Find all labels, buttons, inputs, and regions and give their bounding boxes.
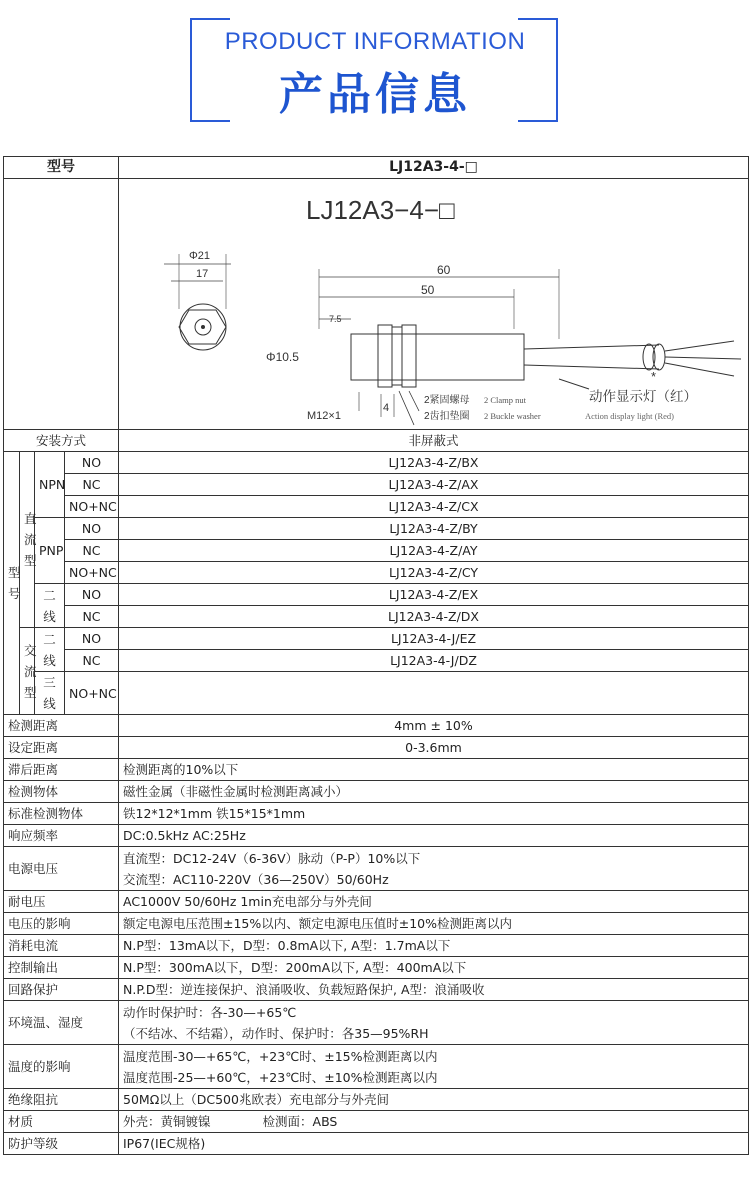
ac-three-wire-label: 三 线 xyxy=(35,672,65,715)
model-list-row xyxy=(4,606,749,628)
model-value: LJ12A3-4-□ xyxy=(119,157,749,179)
model-code: LJ12A3-4-J/EZ xyxy=(119,628,749,650)
spec-row xyxy=(4,1001,749,1045)
end-view xyxy=(164,250,231,350)
dim-d21: Φ21 xyxy=(189,250,211,262)
ac-two-wire-label: 二 线 xyxy=(35,628,65,672)
spec-value: 磁性金属（非磁性金属时检测距离减小） xyxy=(119,781,749,803)
model-code: LJ12A3-4-Z/AY xyxy=(119,540,749,562)
spec-value: N.P型：13mA以下，D型：0.8mA以下, A型：1.7mA以下 xyxy=(119,935,749,957)
model-code: LJ12A3-4-Z/AX xyxy=(119,474,749,496)
spec-value: 额定电源电压范围±15%以内、额定电源电压值时±10%检测距离以内 xyxy=(119,913,749,935)
model-code: LJ12A3-4-Z/DX xyxy=(119,606,749,628)
spec-label: 控制输出 xyxy=(4,957,119,979)
spec-label: 材质 xyxy=(4,1111,119,1133)
spec-value: N.P型：300mA以下，D型：200mA以下, A型：400mA以下 xyxy=(119,957,749,979)
model-label: 型号 xyxy=(4,157,119,179)
spec-label: 检测距离 xyxy=(4,715,119,737)
spec-row xyxy=(4,803,749,825)
star-mark: * xyxy=(651,369,657,384)
install-value: 非屏蔽式 xyxy=(119,430,749,452)
model-type: NC xyxy=(65,540,119,562)
spec-row xyxy=(4,891,749,913)
model-list-row xyxy=(4,452,749,474)
spec-row xyxy=(4,979,749,1001)
spec-label: 绝缘阻抗 xyxy=(4,1089,119,1111)
led-label-en: Action display light (Red) xyxy=(585,411,675,421)
model-code: LJ12A3-4-J/DZ xyxy=(119,650,749,672)
spec-value: 铁12*12*1mm 铁15*15*1mm xyxy=(119,803,749,825)
spec-value: 50MΩ以上（DC500兆欧表）充电部分与外壳间 xyxy=(119,1089,749,1111)
spec-row xyxy=(4,1111,749,1133)
models-side-label: 型 号 xyxy=(4,452,20,715)
npn-label: NPN xyxy=(35,452,65,518)
spec-value: 4mm ± 10% xyxy=(119,715,749,737)
dimension-drawing xyxy=(119,179,749,429)
nut-label-zh: 2紧固螺母 xyxy=(424,395,470,406)
spec-row xyxy=(4,1133,749,1155)
ac-label: 交 流 型 xyxy=(20,628,35,715)
spec-value: N.P.D型：逆连接保护、浪涌吸收、负载短路保护, A型：浪涌吸收 xyxy=(119,979,749,1001)
dc-label: 直 流 型 xyxy=(20,452,35,628)
spec-row xyxy=(4,847,749,891)
spec-label: 环境温、湿度 xyxy=(4,1001,119,1045)
spec-label: 检测物体 xyxy=(4,781,119,803)
spec-value: IP67(IEC规格) xyxy=(119,1133,749,1155)
model-row xyxy=(4,157,749,179)
washer-label-en: 2 Buckle washer xyxy=(484,411,541,421)
spec-label: 消耗电流 xyxy=(4,935,119,957)
spec-value: 动作时保护时：各-30—+65℃ （不结冰、不结霜），动作时、保护时：各35—95%RH xyxy=(119,1001,749,1045)
model-list-row xyxy=(4,474,749,496)
spec-label: 响应频率 xyxy=(4,825,119,847)
spec-value: 检测距离的10%以下 xyxy=(119,759,749,781)
model-list-row xyxy=(4,584,749,606)
spec-label: 电压的影响 xyxy=(4,913,119,935)
model-list-row xyxy=(4,562,749,584)
model-code: LJ12A3-4-Z/CY xyxy=(119,562,749,584)
dc-two-wire-label: 二 线 xyxy=(35,584,65,628)
spec-row xyxy=(4,737,749,759)
model-type: NC xyxy=(65,474,119,496)
model-list-row xyxy=(4,650,749,672)
header-en-title: PRODUCT INFORMATION xyxy=(224,28,526,55)
spec-row xyxy=(4,759,749,781)
model-type: NO+NC xyxy=(65,562,119,584)
header-zh-title: 产品信息 xyxy=(279,69,471,120)
model-type: NO xyxy=(65,628,119,650)
spec-row xyxy=(4,825,749,847)
diagram-row xyxy=(4,179,749,430)
led-label-zh: 动作显示灯（红） xyxy=(589,389,697,404)
model-code: LJ12A3-4-Z/CX xyxy=(119,496,749,518)
model-type: NO+NC xyxy=(65,672,119,715)
spec-value: AC1000V 50/60Hz 1min充电部分与外壳间 xyxy=(119,891,749,913)
model-type: NC xyxy=(65,606,119,628)
spec-value: 温度范围-30—+65℃，+23℃时、±15%检测距离以内 温度范围-25—+60℃，+23℃时、±10%检测距离以内 xyxy=(119,1045,749,1089)
spec-label: 温度的影响 xyxy=(4,1045,119,1089)
spec-value: 外壳：黄铜镀镍 检测面：ABS xyxy=(119,1111,749,1133)
model-type: NC xyxy=(65,650,119,672)
install-row xyxy=(4,430,749,452)
spec-row xyxy=(4,935,749,957)
washer-label-zh: 2齿扣垫圈 xyxy=(424,411,470,422)
spec-label: 回路保护 xyxy=(4,979,119,1001)
spec-label: 电源电压 xyxy=(4,847,119,891)
install-label: 安装方式 xyxy=(4,430,119,452)
spec-label: 耐电压 xyxy=(4,891,119,913)
spec-table xyxy=(3,156,749,1155)
page-header xyxy=(0,0,750,150)
model-type: NO xyxy=(65,584,119,606)
spec-value: 直流型：DC12-24V（6-36V）脉动（P-P）10%以下 交流型：AC110-220V（36—250V）50/60Hz xyxy=(119,847,749,891)
nut-label-en: 2 Clamp nut xyxy=(484,395,527,405)
model-list-row xyxy=(4,496,749,518)
dim-17: 17 xyxy=(196,268,209,280)
dim-d10-5: Φ10.5 xyxy=(266,350,299,364)
model-code: LJ12A3-4-Z/BY xyxy=(119,518,749,540)
model-code xyxy=(119,672,749,715)
spec-row xyxy=(4,957,749,979)
model-type: NO+NC xyxy=(65,496,119,518)
model-type: NO xyxy=(65,518,119,540)
dim-7-5: 7.5 xyxy=(329,314,342,324)
model-list-row xyxy=(4,540,749,562)
spec-label: 滞后距离 xyxy=(4,759,119,781)
dim-m12: M12×1 xyxy=(307,410,341,422)
spec-value: 0-3.6mm xyxy=(119,737,749,759)
dimension-drawing-cell xyxy=(119,179,749,430)
spec-row xyxy=(4,781,749,803)
drawing-title: LJ12A3−4−□ xyxy=(306,195,455,225)
spec-row xyxy=(4,1089,749,1111)
model-list-row xyxy=(4,518,749,540)
dim-50: 50 xyxy=(421,283,435,297)
spec-value: DC:0.5kHz AC:25Hz xyxy=(119,825,749,847)
model-code: LJ12A3-4-Z/BX xyxy=(119,452,749,474)
spec-row xyxy=(4,715,749,737)
spec-label: 设定距离 xyxy=(4,737,119,759)
spec-row xyxy=(4,913,749,935)
model-code: LJ12A3-4-Z/EX xyxy=(119,584,749,606)
pnp-label: PNP xyxy=(35,518,65,584)
spec-label: 防护等级 xyxy=(4,1133,119,1155)
dim-4: 4 xyxy=(383,402,390,414)
model-list-row xyxy=(4,628,749,650)
diagram-blank xyxy=(4,179,119,430)
spec-label: 标准检测物体 xyxy=(4,803,119,825)
dim-60: 60 xyxy=(437,263,451,277)
model-type: NO xyxy=(65,452,119,474)
spec-row xyxy=(4,1045,749,1089)
